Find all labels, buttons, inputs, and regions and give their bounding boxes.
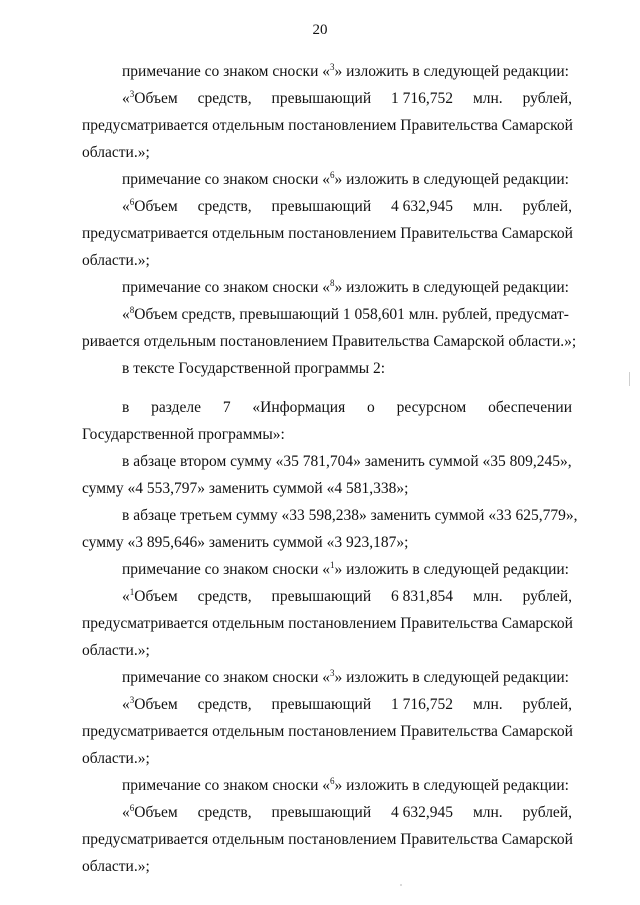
footnote-6-text-line1: «$^6$Объем средств, превышающий 4 632,945 млн. рублей, bbox=[122, 197, 572, 215]
footnote-3-text-line2: предусматривается отдельным постановлением Правительства Самарской bbox=[82, 117, 573, 134]
scan-edge-mark bbox=[629, 372, 630, 386]
footnote-3-instruction: примечание со знаком сноски «$^3$» изложить в следующей редакции: bbox=[122, 62, 569, 80]
footnote-3b-text-line1: «$^3$Объем средств, превышающий 1 716,752 млн. рублей, bbox=[122, 695, 572, 713]
footnote-3-text-line3: области.»; bbox=[82, 144, 150, 161]
paragraph-third-line2: сумму «3 895,646» заменить суммой «3 923,187»; bbox=[82, 534, 409, 551]
footnote-3b-text-line2: предусматривается отдельным постановлением Правительства Самарской bbox=[82, 723, 573, 740]
document-body bbox=[82, 58, 578, 880]
footnote-1-instruction: примечание со знаком сноски «$^1$» изложить в следующей редакции: bbox=[122, 560, 569, 578]
section-7-line2: Государственной программы»: bbox=[82, 426, 285, 443]
footnote-1-text-line1: «$^1$Объем средств, превышающий 6 831,854 млн. рублей, bbox=[122, 587, 572, 605]
footnote-6b-text-line3: области.»; bbox=[82, 858, 150, 875]
paragraph-second-line1: в абзаце втором сумму «35 781,704» заменить суммой «35 809,245», bbox=[122, 453, 572, 470]
paragraph-third-line1: в абзаце третьем сумму «33 598,238» заменить суммой «33 625,779», bbox=[122, 507, 578, 524]
footnote-6-instruction: примечание со знаком сноски «$^6$» изложить в следующей редакции: bbox=[122, 170, 569, 188]
footnote-1-text-line3: области.»; bbox=[82, 642, 150, 659]
paragraph-second-line2: сумму «4 553,797» заменить суммой «4 581,338»; bbox=[82, 480, 409, 497]
footnote-3-text-line1: «$^3$Объем средств, превышающий 1 716,752 млн. рублей, bbox=[122, 89, 572, 107]
footnote-3b-text-line3: области.»; bbox=[82, 750, 150, 767]
footnote-8-text-line1: «$^8$Объем средств, превышающий 1 058,601 млн. рублей, предусмат- bbox=[122, 305, 569, 323]
footnote-8-instruction: примечание со знаком сноски «$^8$» изложить в следующей редакции: bbox=[122, 278, 569, 296]
footnote-3b-instruction: примечание со знаком сноски «$^3$» изложить в следующей редакции: bbox=[122, 668, 569, 686]
footnote-6b-text-line1: «$^6$Объем средств, превышающий 4 632,945 млн. рублей, bbox=[122, 803, 572, 821]
footnote-6-text-line3: области.»; bbox=[82, 252, 150, 269]
footnote-6b-instruction: примечание со знаком сноски «$^6$» изложить в следующей редакции: bbox=[122, 776, 569, 794]
scan-dot-mark bbox=[400, 884, 402, 886]
section-7-line1: в разделе 7 «Информация о ресурсном обеспечении bbox=[122, 399, 572, 416]
footnote-6b-text-line2: предусматривается отдельным постановлением Правительства Самарской bbox=[82, 831, 573, 848]
footnote-6-text-line2: предусматривается отдельным постановлением Правительства Самарской bbox=[82, 225, 573, 242]
page-number: 20 bbox=[312, 22, 328, 38]
footnote-8-text-line2: ривается отдельным постановлением Правительства Самарской области.»; bbox=[82, 333, 577, 350]
program-2-intro: в тексте Государственной программы 2: bbox=[122, 360, 386, 377]
footnote-1-text-line2: предусматривается отдельным постановлением Правительства Самарской bbox=[82, 615, 573, 632]
